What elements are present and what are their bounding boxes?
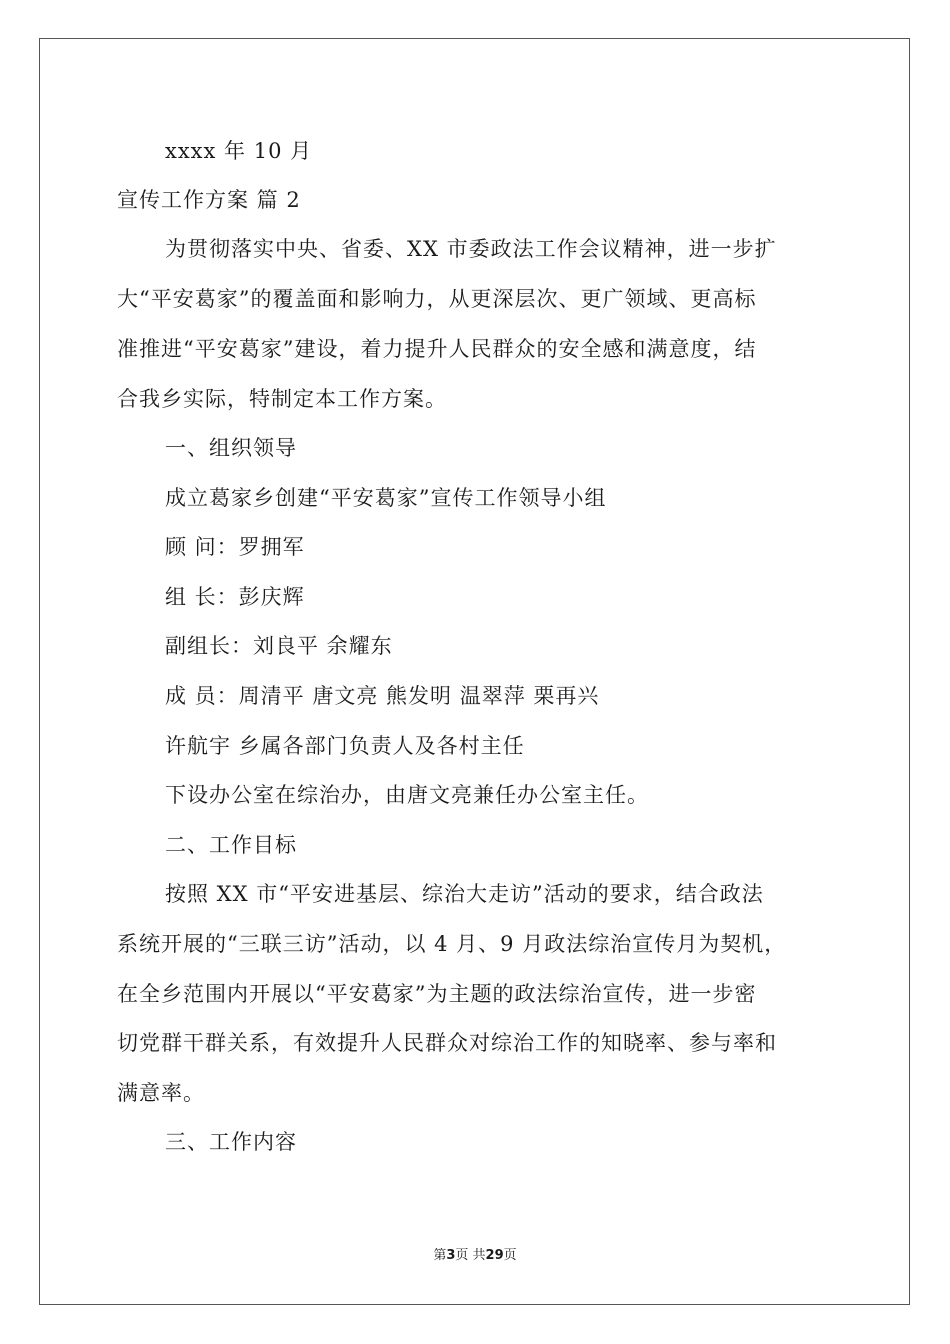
footer-total-pages: 29: [485, 1248, 504, 1263]
intro-line-1: 为贯彻落实中央、省委、XX 市委政法工作会议精神，进一步扩: [165, 237, 777, 261]
leader-line: 组 长：彭庆辉: [165, 585, 305, 609]
footer-prefix: 第: [433, 1248, 447, 1263]
members-line: 成 员：周清平 唐文亮 熊发明 温翠萍 栗再兴: [165, 684, 600, 708]
footer-mid: 页 共: [455, 1248, 486, 1263]
goal-line-4: 切党群干群关系，有效提升人民群众对综治工作的知晓率、参与率和: [117, 1031, 777, 1055]
advisor-line: 顾 问：罗拥军: [165, 535, 305, 559]
intro-line-3: 准推进“平安葛家”建设，着力提升人民群众的安全感和满意度，结: [117, 337, 757, 361]
goal-line-3: 在全乡范围内开展以“平安葛家”为主题的政法综治宣传，进一步密: [117, 982, 757, 1006]
members-line-2: 许航宇 乡属各部门负责人及各村主任: [165, 734, 525, 758]
intro-line-4: 合我乡实际，特制定本工作方案。: [117, 387, 447, 411]
heading-organization: 一、组织领导: [165, 436, 297, 460]
footer-suffix: 页: [503, 1248, 517, 1263]
goal-line-2: 系统开展的“三联三访”活动，以 4 月、9 月政法综治宣传月为契机，: [117, 932, 787, 956]
section-title: 宣传工作方案 篇 2: [117, 188, 301, 212]
goal-line-1: 按照 XX 市“平安进基层、综治大走访”活动的要求，结合政法: [165, 882, 764, 906]
group-line: 成立葛家乡创建“平安葛家”宣传工作领导小组: [165, 486, 607, 510]
page-border: [39, 38, 910, 1305]
intro-line-2: 大“平安葛家”的覆盖面和影响力，从更深层次、更广领域、更高标: [117, 287, 757, 311]
goal-line-5: 满意率。: [117, 1081, 205, 1105]
heading-goals: 二、工作目标: [165, 833, 297, 857]
page-footer: [0, 1246, 950, 1266]
date-line: xxxx 年 10 月: [165, 139, 313, 163]
heading-content: 三、工作内容: [165, 1130, 297, 1154]
vice-leader-line: 副组长：刘良平 余耀东: [165, 634, 393, 658]
office-line: 下设办公室在综治办，由唐文亮兼任办公室主任。: [165, 783, 649, 807]
footer-page-number: 3: [446, 1248, 456, 1263]
